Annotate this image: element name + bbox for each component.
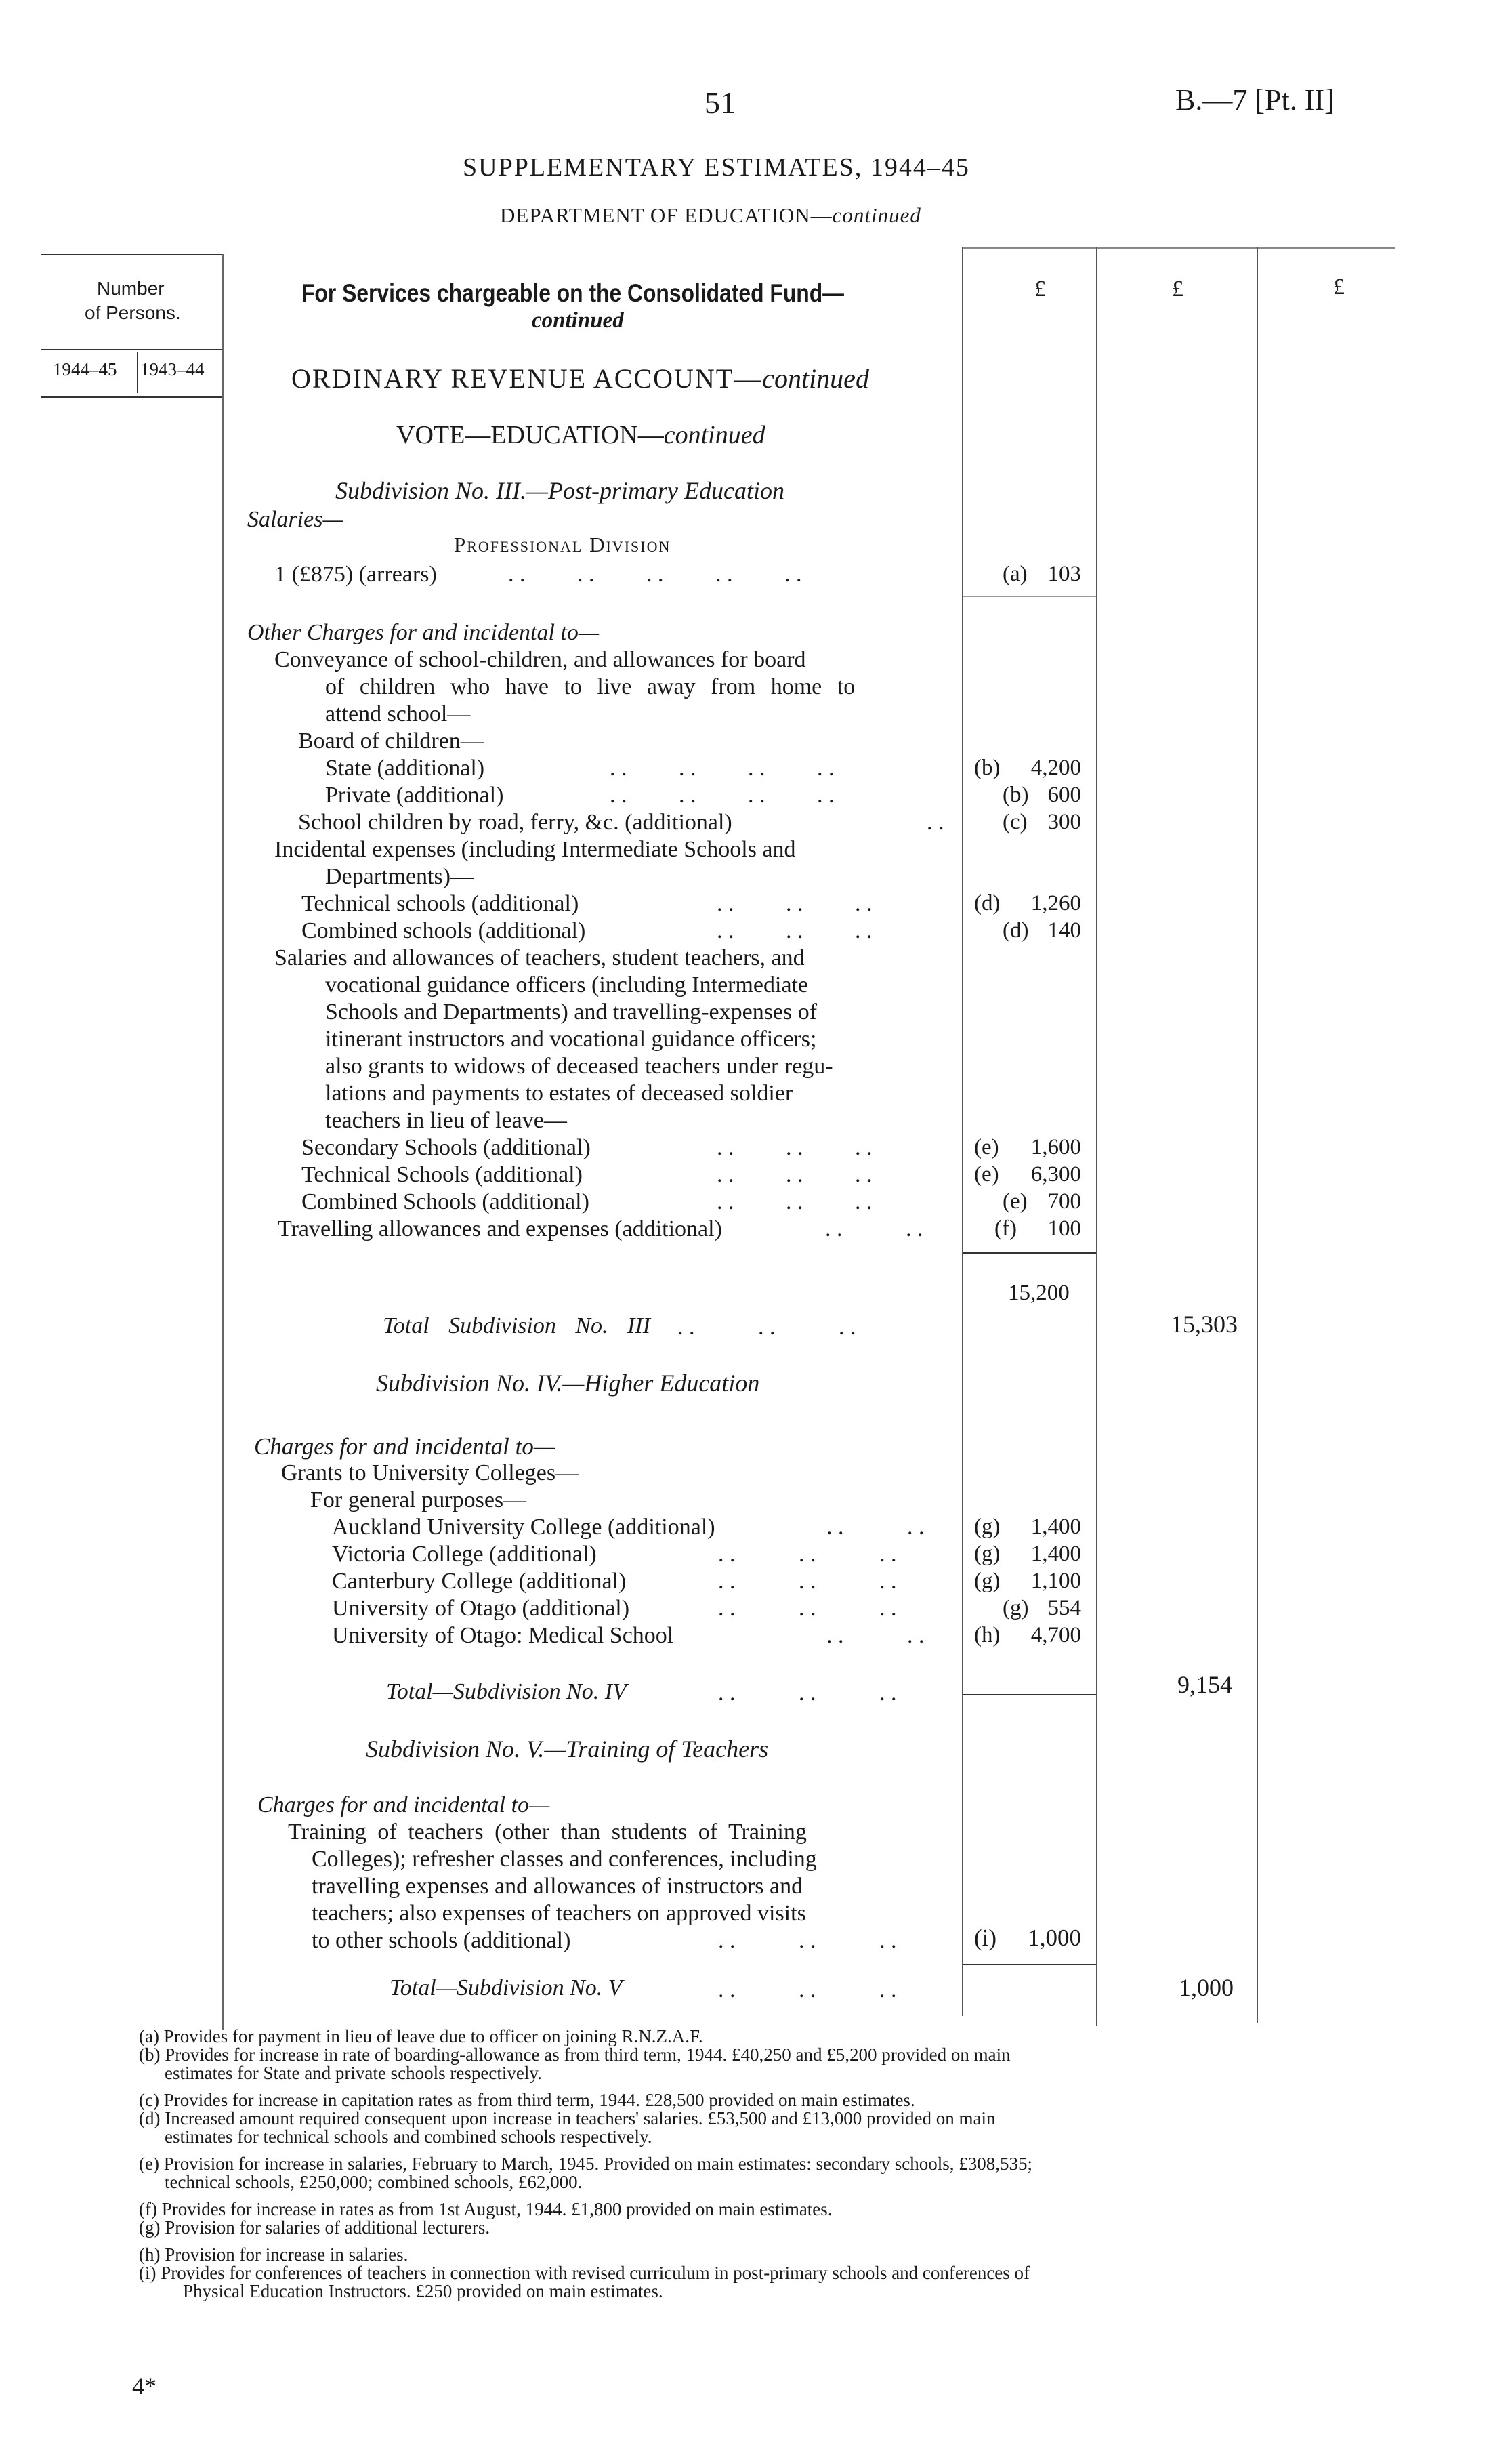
sub3-line-8: Departments)— [325, 864, 474, 889]
amount-value: 140 [1047, 918, 1081, 943]
leader-dots: . . . . [826, 1623, 925, 1648]
sub3-line-21: Travelling allowances and expenses (additional) [278, 1216, 722, 1241]
footnote-b-cont: estimates for State and private schools respectively. [165, 2063, 542, 2083]
account-continued: continued [762, 363, 869, 394]
account-name: ORDINARY REVENUE ACCOUNT— [291, 363, 763, 394]
sub5-line-1: Colleges); refresher classes and conferences, including [312, 1847, 817, 1872]
amount-value: 554 [1047, 1596, 1081, 1620]
table-top-rule-left [41, 254, 224, 255]
persons-header-rule [41, 349, 224, 350]
year-divider-rule [137, 352, 138, 393]
department-title [500, 203, 921, 228]
total-subdivision-v-label: Total—Subdivision No. V [390, 1975, 623, 2000]
general-purposes-heading: For general purposes— [310, 1487, 527, 1512]
amount-value: 1,400 [1030, 1515, 1081, 1539]
leader-dots: . . . . . . [717, 1189, 873, 1214]
leader-dots: . . . . . . [717, 1162, 873, 1187]
leader-dots: . . . . . . . . [610, 756, 835, 781]
professional-division: Professional Division [454, 533, 671, 556]
footnote-ref: (d) [1003, 918, 1029, 943]
services-heading: For Services chargeable on the Consolidated Fund— [301, 279, 844, 307]
sub3-line-18: Secondary Schools (additional) [301, 1135, 591, 1160]
grants-heading: Grants to University Colleges— [281, 1460, 579, 1485]
amount-value: 1,600 [1030, 1135, 1081, 1159]
persons-column-rule [222, 254, 224, 2030]
sub3-line-13: Schools and Departments) and travelling-expenses of [325, 1000, 818, 1025]
vote-name: VOTE—EDUCATION— [396, 421, 664, 449]
amount-value: 6,300 [1030, 1162, 1081, 1187]
amount-value: 600 [1047, 783, 1081, 807]
sub3-line-10: Combined schools (additional) [301, 918, 586, 943]
amount-value: 300 [1047, 810, 1081, 834]
number-label: Number [97, 278, 165, 299]
sub3-line-17: teachers in lieu of leave— [325, 1108, 567, 1133]
footnote-c: (c) Provides for increase in capitation rates as from third term, 1944. £28,500 provided on main estimates. [139, 2090, 915, 2110]
currency-col-2: £ [1172, 276, 1183, 302]
total-subdivision-iii: 15,303 [1171, 1311, 1238, 1338]
footnote-f: (f) Provides for increase in rates as from 1st August, 1944. £1,800 provided on main estimates. [139, 2199, 833, 2219]
footnote-ref: (f) [994, 1216, 1017, 1241]
amount-value: 700 [1047, 1189, 1081, 1214]
sub3-line-19: Technical Schools (additional) [301, 1162, 583, 1187]
leader-dots: . . . . . . [677, 1315, 856, 1340]
footnote-ref: (g) [974, 1515, 1001, 1539]
document-reference: B.—7 [Pt. II] [1175, 83, 1335, 117]
currency-col-3: £ [1333, 274, 1345, 300]
footnote-ref: (e) [974, 1135, 999, 1159]
department-continued: continued [832, 203, 921, 227]
footnote-b: (b) Provides for increase in rate of boarding-allowance as from third term, 1944. £40,250 and £5,200 provided on main [139, 2044, 1011, 2065]
subdivision-v-title: Subdivision No. V.—Training of Teachers [366, 1735, 769, 1763]
footnote-ref: (g) [974, 1569, 1001, 1593]
sub3-line-3: Board of children— [298, 728, 484, 754]
sub4-line-2: Canterbury College (additional) [332, 1569, 627, 1594]
sub3-line-16: lations and payments to estates of deceased soldier [325, 1081, 793, 1106]
total-subdivision-iv: 9,154 [1177, 1671, 1232, 1698]
amount-column-rule-3 [1257, 247, 1258, 2023]
sub3-line-15: also grants to widows of deceased teachers under regu- [325, 1054, 833, 1079]
leader-dots: . . . . . . [717, 1135, 873, 1160]
leader-dots: . . . . . . [718, 1569, 897, 1594]
footnote-i-cont: Physical Education Instructors. £250 provided on main estimates. [183, 2281, 663, 2301]
amount-value: 103 [1047, 562, 1081, 586]
leader-dots: . . . . . . . . . . [508, 562, 802, 587]
leader-dots: . . . . . . [717, 891, 873, 916]
footnote-h: (h) Provision for increase in salaries. [139, 2244, 408, 2265]
sub5-line-0: Training of teachers (other than students of Training [288, 1819, 807, 1845]
amount-value: 1,000 [1028, 1925, 1081, 1951]
sub4-line-4: University of Otago: Medical School [332, 1623, 674, 1648]
sub5-total-rule [963, 1964, 1096, 1965]
currency-col-1: £ [1034, 276, 1046, 302]
footnote-ref: (c) [1003, 810, 1028, 834]
leader-dots: . . . . . . . . [610, 783, 835, 808]
footnote-d-cont: estimates for technical schools and combined schools respectively. [165, 2126, 652, 2147]
sub3-line-11: Salaries and allowances of teachers, student teachers, and [274, 945, 805, 970]
total-subdivision-iii-label: Total Subdivision No. III [383, 1313, 650, 1338]
table-top-rule-right [962, 247, 1395, 249]
sub4-line-3: University of Otago (additional) [332, 1596, 630, 1621]
total-subdivision-iv-label: Total—Subdivision No. IV [386, 1679, 627, 1704]
footnote-ref: (g) [974, 1542, 1001, 1566]
leader-dots: . . . . . . [718, 1596, 897, 1621]
sub3-line-5: Private (additional) [325, 783, 504, 808]
sub3-line-14: itinerant instructors and vocational guidance officers; [325, 1027, 817, 1052]
page-title: SUPPLEMENTARY ESTIMATES, 1944–45 [463, 153, 970, 182]
footnote-i: (i) Provides for conferences of teachers in connection with revised curriculum in post-primary schools and conferences of [139, 2263, 1030, 2283]
arrears-rule [963, 596, 1096, 597]
sub5-line-3: teachers; also expenses of teachers on approved visits [312, 1901, 806, 1926]
amount-column-rule-1 [962, 247, 963, 2016]
year-header-rule [41, 396, 224, 398]
footnote-ref: (g) [1003, 1596, 1029, 1620]
footnote-ref: (i) [974, 1925, 997, 1951]
leader-dots: . . [927, 810, 944, 835]
sub3-line-0: Conveyance of school-children, and allowances for board [274, 647, 806, 672]
sub3-line-4: State (additional) [325, 756, 485, 781]
vote-continued: continued [663, 421, 765, 449]
sub3-line-20: Combined Schools (additional) [301, 1189, 589, 1214]
sub3-line-9: Technical schools (additional) [301, 891, 579, 916]
footnote-g: (g) Provision for salaries of additional lecturers. [139, 2217, 490, 2238]
sub3-line-1: of children who have to live away from home to [325, 674, 856, 699]
subtotal-rule [963, 1252, 1096, 1254]
leader-dots: . . . . [826, 1515, 925, 1540]
leader-dots: . . . . [825, 1216, 923, 1241]
amount-value: 1,100 [1030, 1569, 1081, 1593]
sub3-line-6: School children by road, ferry, &c. (additional) [298, 810, 732, 835]
footnote-ref: (d) [974, 891, 1001, 915]
footnote-e-cont: technical schools, £250,000; combined schools, £62,000. [165, 2172, 583, 2192]
footnote-ref: (e) [1003, 1189, 1028, 1214]
footnote-e: (e) Provision for increase in salaries, February to March, 1945. Provided on main estimates: secondary schools, £308,535; [139, 2154, 1032, 2174]
sub4-charges-heading: Charges for and incidental to— [254, 1433, 555, 1460]
sub3-line-12: vocational guidance officers (including Intermediate [325, 972, 809, 997]
services-continued: continued [532, 308, 624, 333]
leader-dots: . . . . . . [718, 1542, 897, 1567]
footnote-ref: (b) [1003, 783, 1029, 807]
amount-value: 1,260 [1030, 891, 1081, 915]
footnote-d: (d) Increased amount required consequent upon increase in teachers' salaries. £53,500 and £13,000 provided on main [139, 2108, 996, 2128]
sub5-charges-heading: Charges for and incidental to— [257, 1792, 550, 1817]
vote-heading [396, 420, 765, 450]
sub3-line-2: attend school— [325, 701, 471, 726]
amount-column-rule-2 [1096, 247, 1097, 2026]
footnote-ref: (b) [974, 756, 1001, 780]
account-heading [291, 363, 869, 394]
persons-label: of Persons. [85, 302, 181, 323]
sub4-total-rule [963, 1694, 1096, 1695]
footnote-ref: (a) [1003, 562, 1028, 586]
total-subdivision-v: 1,000 [1179, 1974, 1234, 2001]
amount-value: 4,700 [1030, 1623, 1081, 1647]
amount-value: 1,400 [1030, 1542, 1081, 1566]
leader-dots: . . . . . . [718, 1681, 897, 1706]
salaries-heading: Salaries— [247, 507, 343, 532]
year-previous: 1943–44 [140, 359, 205, 379]
other-charges-heading: Other Charges for and incidental to— [247, 620, 600, 645]
department-name: DEPARTMENT OF EDUCATION— [500, 203, 833, 227]
sub3-line-7: Incidental expenses (including Intermediate Schools and [274, 837, 796, 862]
footnote-a: (a) Provides for payment in lieu of leave due to officer on joining R.N.Z.A.F. [139, 2026, 703, 2046]
page-number: 51 [705, 85, 736, 120]
amount-value: 4,200 [1030, 756, 1081, 780]
footnote-ref: (h) [974, 1623, 1001, 1647]
leader-dots: . . . . . . [718, 1928, 897, 1953]
amount-value: 100 [1047, 1216, 1081, 1241]
sub5-line-2: travelling expenses and allowances of instructors and [312, 1874, 803, 1899]
leader-dots: . . . . . . [717, 918, 873, 943]
sub4-line-1: Victoria College (additional) [332, 1542, 597, 1567]
sub4-line-0: Auckland University College (additional) [332, 1515, 715, 1540]
subtotal-sub3: 15,200 [1008, 1281, 1070, 1305]
subdivision-iv-title: Subdivision No. IV.—Higher Education [376, 1370, 760, 1397]
subdivision-iii-title: Subdivision No. III.—Post-primary Education [335, 477, 784, 504]
leader-dots: . . . . . . [718, 1977, 897, 2002]
year-current: 1944–45 [53, 359, 117, 379]
arrears-item: 1 (£875) (arrears) [274, 562, 437, 587]
signature-mark: 4* [132, 2372, 156, 2400]
footnote-ref: (e) [974, 1162, 999, 1187]
sub5-line-4: to other schools (additional) [312, 1928, 571, 1953]
